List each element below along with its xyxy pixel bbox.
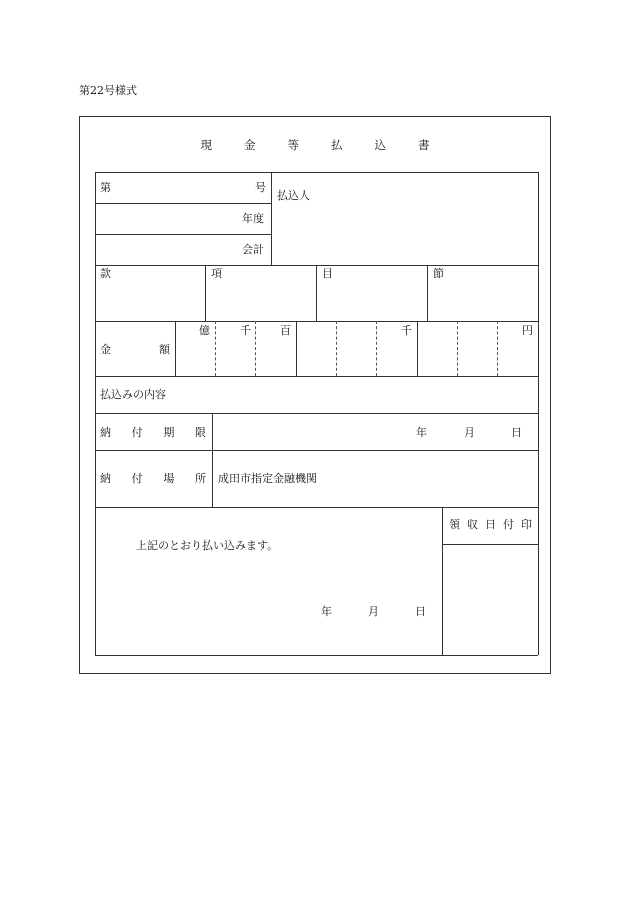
kan-label: 款: [100, 267, 111, 280]
table-line: [95, 413, 538, 414]
amount-label: [100, 343, 170, 356]
digit-divider: [255, 321, 256, 376]
table-line: [316, 265, 317, 321]
number-suffix-label: 号: [255, 181, 266, 194]
place-label-char: 付: [131, 472, 143, 485]
statement-day-label: 日: [415, 605, 426, 618]
table-line: [271, 172, 272, 265]
receipt-stamp-char: 領: [449, 518, 460, 531]
digit-divider: [336, 321, 337, 376]
table-line: [95, 376, 538, 377]
title-char: 込: [374, 138, 386, 152]
deadline-day-label: 日: [511, 426, 522, 439]
table-line: [95, 203, 271, 204]
title-char: 現: [200, 138, 212, 152]
account-label: 会計: [242, 243, 264, 256]
unit-hyaku-label: 百: [280, 324, 291, 337]
table-line: [95, 655, 538, 656]
table-line: [538, 172, 539, 655]
unit-sen-label: 千: [401, 324, 412, 337]
number-prefix-label: 第: [100, 181, 111, 194]
title-char: 書: [418, 138, 430, 152]
kou-label: 項: [211, 267, 222, 280]
deadline-label-char: 付: [131, 426, 143, 439]
table-line: [212, 413, 213, 507]
table-line: [95, 172, 96, 655]
title-char: 等: [287, 138, 299, 152]
setsu-label: 節: [433, 267, 444, 280]
deadline-label: [100, 426, 206, 439]
table-line: [95, 234, 271, 235]
receipt-stamp-char: 付: [503, 518, 514, 531]
payment-place-label: [100, 472, 206, 485]
receipt-stamp-char: 日: [485, 518, 496, 531]
table-line: [95, 321, 538, 322]
digit-divider: [215, 321, 216, 376]
fiscal-year-label: 年度: [242, 212, 264, 225]
place-label-char: 所: [194, 472, 206, 485]
table-line: [175, 321, 176, 376]
payment-place-value: 成田市指定金融機関: [218, 472, 317, 485]
payment-statement: 上記のとおり払い込みます。: [136, 539, 279, 552]
title-char: 金: [244, 138, 256, 152]
amount-label-char: 額: [159, 343, 170, 356]
unit-sen-label: 千: [240, 324, 251, 337]
amount-label-char: 金: [100, 343, 111, 356]
statement-month-label: 月: [368, 605, 379, 618]
table-line: [95, 172, 538, 173]
table-line: [296, 321, 297, 376]
deadline-label-char: 納: [100, 426, 111, 439]
deadline-label-char: 限: [194, 426, 206, 439]
receipt-stamp-area: [443, 545, 537, 654]
digit-divider: [376, 321, 377, 376]
receipt-stamp-char: 収: [467, 518, 478, 531]
payer-label: 払込人: [277, 189, 310, 202]
moku-label: 目: [322, 267, 333, 280]
unit-oku-label: 億: [199, 324, 210, 337]
form-title: [79, 137, 551, 153]
table-line: [417, 321, 418, 376]
place-label-char: 場: [163, 472, 175, 485]
receipt-stamp-label: [449, 518, 532, 531]
payment-content-label: 払込みの内容: [100, 388, 166, 401]
deadline-year-label: 年: [416, 426, 427, 439]
unit-en-label: 円: [522, 324, 533, 337]
deadline-month-label: 月: [464, 426, 475, 439]
table-line: [95, 507, 538, 508]
receipt-stamp-char: 印: [521, 518, 532, 531]
form-number: 第22号様式: [79, 84, 137, 97]
table-line: [95, 450, 538, 451]
place-label-char: 納: [100, 472, 111, 485]
statement-year-label: 年: [321, 605, 332, 618]
title-char: 払: [331, 138, 343, 152]
table-line: [427, 265, 428, 321]
digit-divider: [457, 321, 458, 376]
digit-divider: [497, 321, 498, 376]
table-line: [205, 265, 206, 321]
deadline-label-char: 期: [163, 426, 175, 439]
